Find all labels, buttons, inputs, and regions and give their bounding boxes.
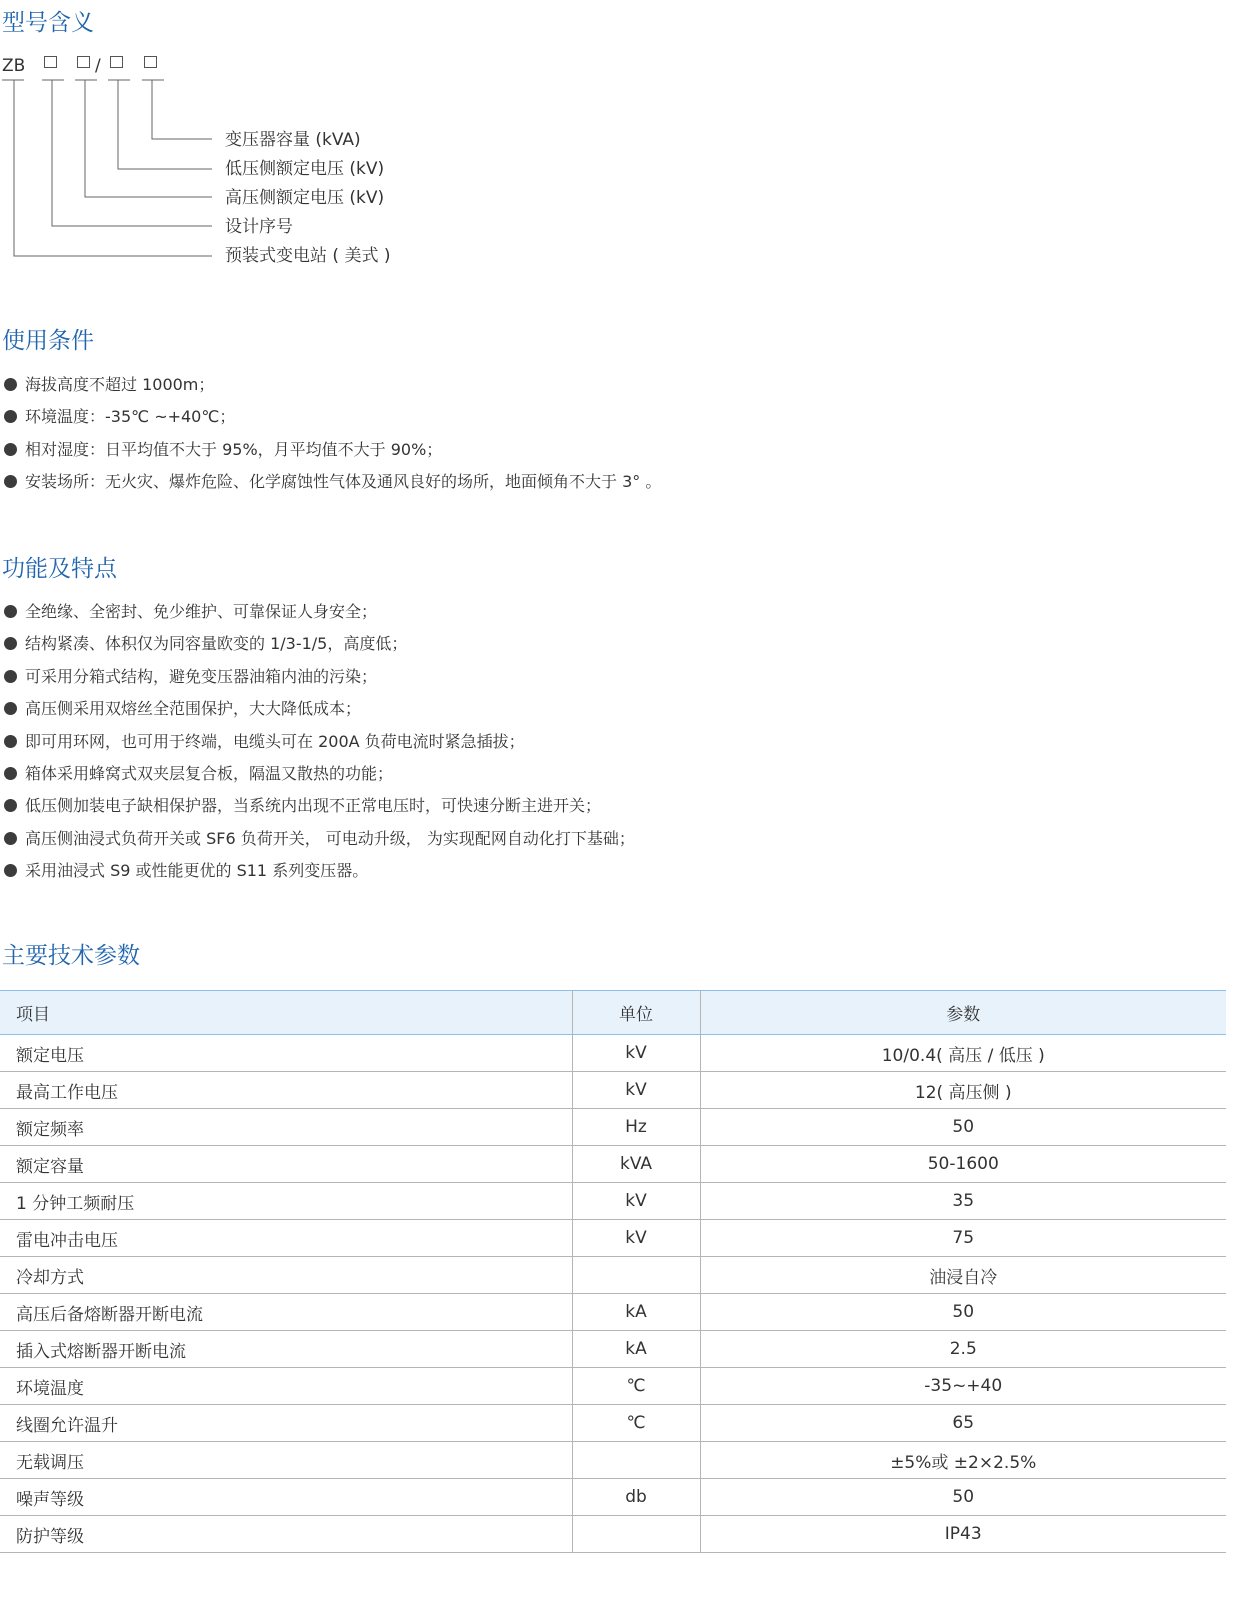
cell-item: 冷却方式: [0, 1257, 572, 1294]
list-item: [4, 471, 661, 503]
cell-item: 线圈允许温升: [0, 1405, 572, 1442]
cell-unit: kA: [572, 1331, 700, 1368]
params-table: [0, 990, 1226, 1553]
list-item-text: 高压侧采用双熔丝全范围保护，大大降低成本；: [25, 699, 362, 719]
list-item: [4, 860, 635, 892]
cell-item: 额定电压: [0, 1035, 572, 1072]
cell-unit: kVA: [572, 1146, 700, 1183]
cell-value: ±5%或 ±2×2.5%: [700, 1442, 1226, 1479]
table-row: [0, 1294, 1226, 1331]
bullet-icon: [4, 410, 17, 423]
conditions-list: [4, 374, 661, 504]
label-hv-voltage: 高压侧额定电压 (kV): [225, 188, 385, 208]
cell-value: IP43: [700, 1516, 1226, 1553]
cell-unit: ℃: [572, 1405, 700, 1442]
label-capacity: 变压器容量 (kVA): [225, 130, 361, 150]
list-item-text: 相对湿度：日平均值不大于 95%，月平均值不大于 90%；: [25, 439, 443, 459]
table-row: [0, 1183, 1226, 1220]
bullet-icon: [4, 702, 17, 715]
bullet-icon: [4, 443, 17, 456]
model-section-title: 型号含义: [2, 10, 94, 36]
conditions-section-title: 使用条件: [2, 328, 94, 354]
cell-unit: Hz: [572, 1109, 700, 1146]
bullet-icon: [4, 799, 17, 812]
list-item: [4, 828, 635, 860]
list-item: [4, 406, 661, 438]
list-item-text: 海拔高度不超过 1000m；: [25, 375, 215, 394]
list-item: [4, 633, 635, 665]
label-design-number: 设计序号: [225, 217, 293, 237]
cell-item: 1 分钟工频耐压: [0, 1183, 572, 1220]
list-item: [4, 731, 635, 763]
bullet-icon: [4, 378, 17, 391]
table-row: [0, 1479, 1226, 1516]
cell-item: 最高工作电压: [0, 1072, 572, 1109]
cell-item: 雷电冲击电压: [0, 1220, 572, 1257]
list-item: [4, 763, 635, 795]
bullet-icon: [4, 605, 17, 618]
list-item: [4, 698, 635, 730]
cell-value: 35: [700, 1183, 1226, 1220]
cell-item: 高压后备熔断器开断电流: [0, 1294, 572, 1331]
cell-item: 插入式熔断器开断电流: [0, 1331, 572, 1368]
list-item: [4, 439, 661, 471]
cell-unit: kV: [572, 1072, 700, 1109]
list-item-text: 高压侧油浸式负荷开关或 SF6 负荷开关， 可电动升级， 为实现配网自动化打下基础；: [25, 828, 635, 848]
cell-value: 50: [700, 1294, 1226, 1331]
cell-value: 油浸自冷: [700, 1257, 1226, 1294]
table-row: [0, 1035, 1226, 1072]
list-item-text: 全绝缘、全密封、免少维护、可靠保证人身安全；: [25, 602, 378, 621]
table-row: [0, 1109, 1226, 1146]
header-unit: 单位: [572, 991, 700, 1035]
label-substation-type: 预装式变电站 ( 美式 ): [225, 246, 391, 266]
cell-value: 12( 高压侧 ): [700, 1072, 1226, 1109]
table-row: [0, 1442, 1226, 1479]
cell-value: -35~+40: [700, 1368, 1226, 1405]
cell-value: 65: [700, 1405, 1226, 1442]
list-item: [4, 601, 635, 633]
label-lv-voltage: 低压侧额定电压 (kV): [225, 159, 385, 179]
cell-unit: kA: [572, 1294, 700, 1331]
bullet-icon: [4, 767, 17, 780]
list-item-text: 低压侧加装电子缺相保护器，当系统内出现不正常电压时，可快速分断主进开关；: [25, 796, 602, 816]
cell-item: 额定容量: [0, 1146, 572, 1183]
features-section-title: 功能及特点: [2, 556, 117, 582]
list-item-text: 环境温度：-35℃ ~+40℃；: [25, 407, 236, 427]
table-header-row: [0, 991, 1226, 1035]
cell-value: 50: [700, 1479, 1226, 1516]
cell-item: 防护等级: [0, 1516, 572, 1553]
model-code-prefix: ZB: [2, 56, 26, 76]
cell-item: 噪声等级: [0, 1479, 572, 1516]
table-row: [0, 1220, 1226, 1257]
list-item: [4, 795, 635, 827]
cell-value: 50-1600: [700, 1146, 1226, 1183]
cell-unit: db: [572, 1479, 700, 1516]
list-item-text: 可采用分箱式结构，避免变压器油箱内油的污染；: [25, 666, 378, 686]
cell-unit: kV: [572, 1220, 700, 1257]
table-row: [0, 1368, 1226, 1405]
table-row: [0, 1072, 1226, 1109]
table-row: [0, 1516, 1226, 1553]
cell-unit: [572, 1516, 700, 1553]
cell-unit: kV: [572, 1035, 700, 1072]
bullet-icon: [4, 475, 17, 488]
list-item-text: 即可用环网，也可用于终端，电缆头可在 200A 负荷电流时紧急插拔；: [25, 731, 525, 751]
list-item: [4, 374, 661, 406]
cell-value: 75: [700, 1220, 1226, 1257]
cell-item: 额定频率: [0, 1109, 572, 1146]
table-row: [0, 1257, 1226, 1294]
cell-unit: kV: [572, 1183, 700, 1220]
model-diagram-lines: [0, 0, 240, 270]
list-item-text: 结构紧凑、体积仅为同容量欧变的 1/3-1/5，高度低；: [25, 634, 408, 654]
cell-unit: ℃: [572, 1368, 700, 1405]
cell-item: 无载调压: [0, 1442, 572, 1479]
cell-item: 环境温度: [0, 1368, 572, 1405]
cell-value: 50: [700, 1109, 1226, 1146]
features-list: [4, 601, 635, 893]
bullet-icon: [4, 735, 17, 748]
table-row: [0, 1146, 1226, 1183]
bullet-icon: [4, 670, 17, 683]
list-item-text: 安装场所：无火灾、爆炸危险、化学腐蚀性气体及通风良好的场所，地面倾角不大于 3° 。: [25, 472, 662, 492]
bullet-icon: [4, 637, 17, 650]
list-item-text: 箱体采用蜂窝式双夹层复合板，隔温又散热的功能；: [25, 763, 394, 783]
params-section-title: 主要技术参数: [2, 943, 140, 969]
cell-value: 2.5: [700, 1331, 1226, 1368]
cell-value: 10/0.4( 高压 / 低压 ): [700, 1035, 1226, 1072]
header-item: 项目: [0, 991, 572, 1035]
cell-unit: [572, 1257, 700, 1294]
header-value: 参数: [700, 991, 1226, 1035]
cell-unit: [572, 1442, 700, 1479]
model-code-slash: /: [95, 56, 101, 76]
list-item: [4, 666, 635, 698]
bullet-icon: [4, 832, 17, 845]
table-row: [0, 1331, 1226, 1368]
list-item-text: 采用油浸式 S9 或性能更优的 S11 系列变压器。: [25, 861, 369, 881]
table-row: [0, 1405, 1226, 1442]
bullet-icon: [4, 864, 17, 877]
